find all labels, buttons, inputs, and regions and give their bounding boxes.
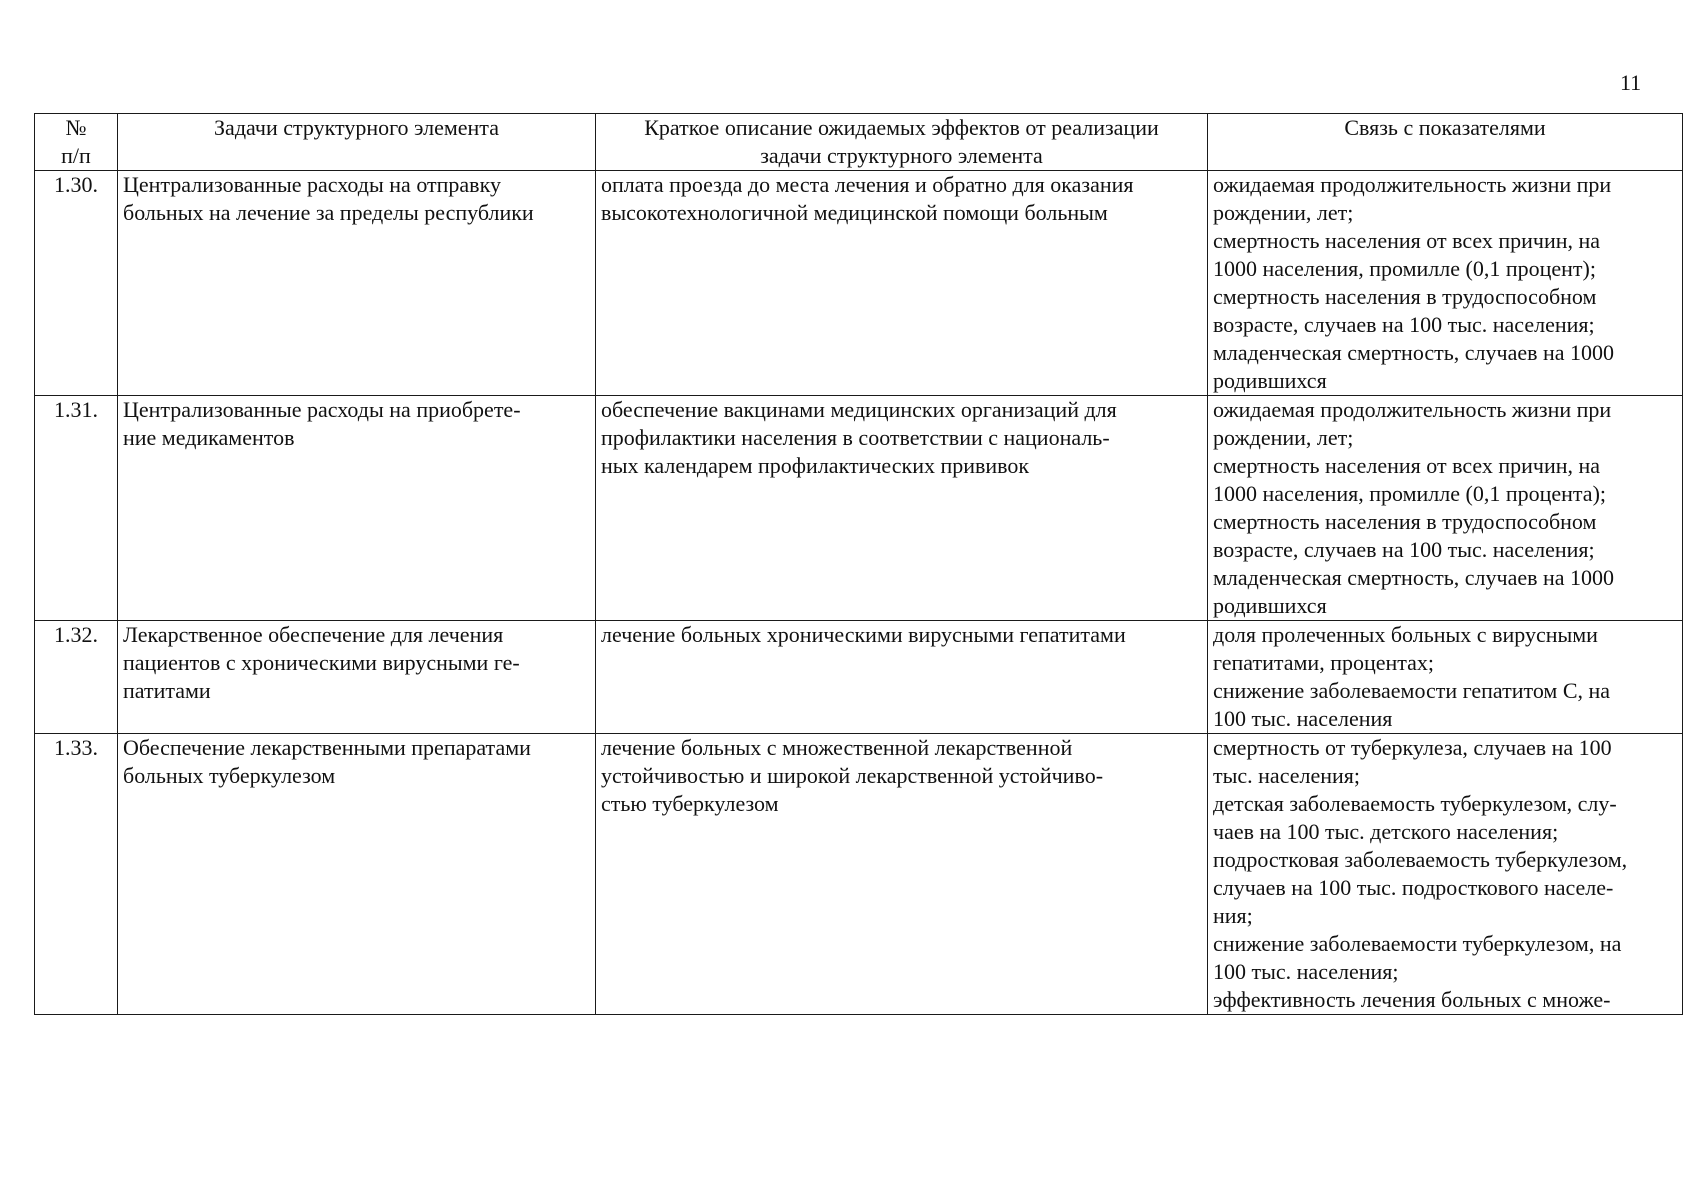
row-task: Лекарственное обеспечение для лечения пациентов с хроническими вирусными ге- патитами xyxy=(118,621,596,734)
table-row xyxy=(35,171,1683,396)
header-indicators: Связь с показателями xyxy=(1208,114,1683,171)
structural-element-tasks-table xyxy=(34,113,1683,1015)
header-number: № п/п xyxy=(35,114,118,171)
row-description: оплата проезда до места лечения и обратно для оказания высокотехнологичной медицинской помощи больным xyxy=(596,171,1208,396)
table-row xyxy=(35,734,1683,1015)
table-row xyxy=(35,396,1683,621)
row-number: 1.32. xyxy=(35,621,118,734)
row-description: обеспечение вакцинами медицинских организаций для профилактики населения в соответствии с националь- ных календарем профилактических прививок xyxy=(596,396,1208,621)
row-number: 1.30. xyxy=(35,171,118,396)
row-indicators: ожидаемая продолжительность жизни при рождении, лет; смертность населения от всех причин, на 1000 населения, промилле (0,1 процент); смертность населения в трудоспособном возрасте, случаев на 100 тыс. населения; младенческая смертность, случаев на 1000 родившихся xyxy=(1208,171,1683,396)
row-indicators: ожидаемая продолжительность жизни при рождении, лет; смертность населения от всех причин, на 1000 населения, промилле (0,1 процента); смертность населения в трудоспособном возрасте, случаев на 100 тыс. населения; младенческая смертность, случаев на 1000 родившихся xyxy=(1208,396,1683,621)
header-task: Задачи структурного элемента xyxy=(118,114,596,171)
row-number: 1.31. xyxy=(35,396,118,621)
header-description: Краткое описание ожидаемых эффектов от реализации задачи структурного элемента xyxy=(596,114,1208,171)
row-description: лечение больных с множественной лекарственной устойчивостью и широкой лекарственной устойчиво- стью туберкулезом xyxy=(596,734,1208,1015)
row-indicators: смертность от туберкулеза, случаев на 100 тыс. населения; детская заболеваемость туберкулезом, слу- чаев на 100 тыс. детского населения; подростковая заболеваемость туберкулезом, случаев на 100 тыс. подросткового населе- ния; снижение заболеваемости туберкулезом, на 100 тыс. населения; эффективность лечения больных с множе- xyxy=(1208,734,1683,1015)
row-task: Централизованные расходы на отправку больных на лечение за пределы республики xyxy=(118,171,596,396)
table-header-row xyxy=(35,114,1683,171)
row-description: лечение больных хроническими вирусными гепатитами xyxy=(596,621,1208,734)
row-task: Обеспечение лекарственными препаратами больных туберкулезом xyxy=(118,734,596,1015)
page-number: 11 xyxy=(1620,70,1642,95)
row-indicators: доля пролеченных больных с вирусными гепатитами, процентах; снижение заболеваемости гепатитом С, на 100 тыс. населения xyxy=(1208,621,1683,734)
row-task: Централизованные расходы на приобрете- ние медикаментов xyxy=(118,396,596,621)
table-row xyxy=(35,621,1683,734)
row-number: 1.33. xyxy=(35,734,118,1015)
